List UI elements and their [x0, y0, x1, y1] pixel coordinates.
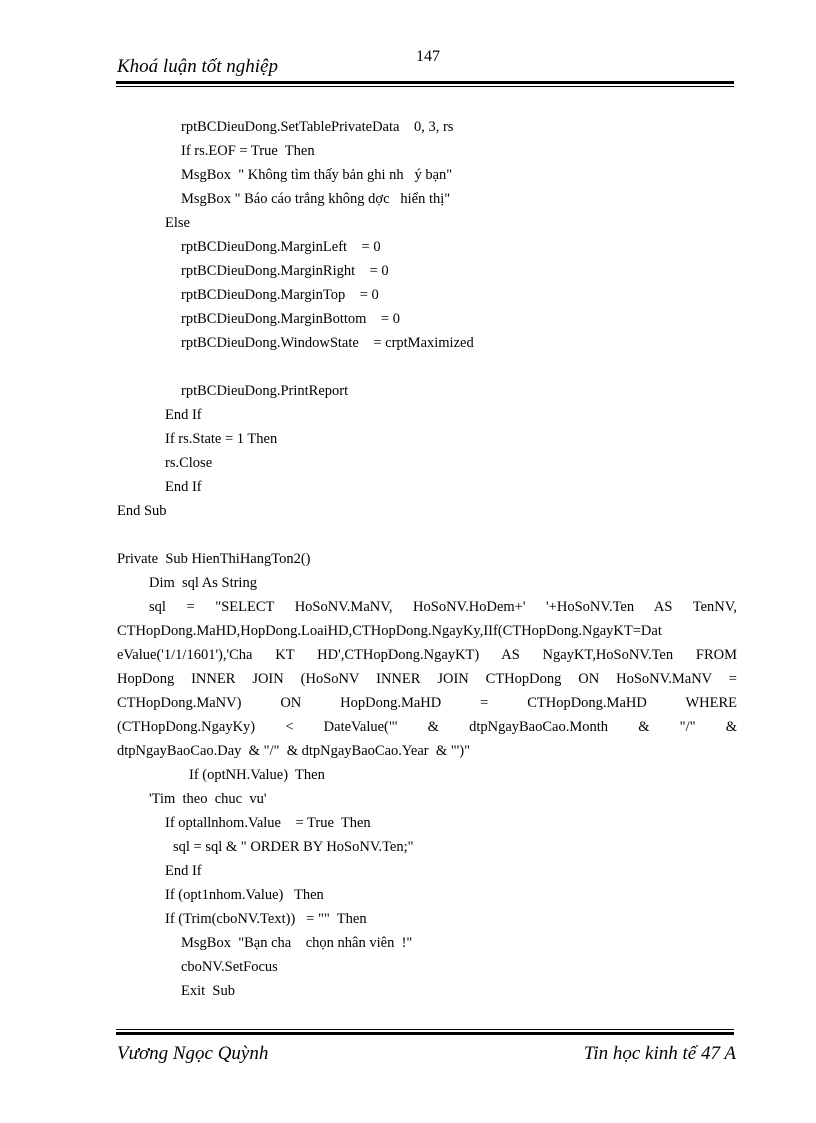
code-line: MsgBox " Không tìm thấy bản ghi nh ý bạn"	[181, 167, 453, 183]
code-line: CTHopDong.MaHD,HopDong.LoaiHD,CTHopDong.NgayKy,IIf(CTHopDong.NgayKT=Dat	[117, 623, 662, 639]
code-line: dtpNgayBaoCao.Day & "/" & dtpNgayBaoCao.Year & "')"	[117, 743, 471, 759]
code-line: Else	[165, 215, 190, 231]
code-line: rptBCDieuDong.WindowState = crptMaximized	[181, 335, 474, 351]
code-line: If (opt1nhom.Value) Then	[165, 887, 324, 903]
code-line	[117, 355, 737, 379]
code-line: eValue('1/1/1601'),'Cha KT HD',CTHopDong.NgayKT) AS NgayKT,HoSoNV.Ten FROM	[117, 647, 737, 663]
footer-divider	[116, 1029, 734, 1035]
footer-class: Tin học kinh tế 47 A	[583, 1043, 736, 1064]
code-line: cboNV.SetFocus	[181, 959, 278, 975]
code-line: sql = sql & " ORDER BY HoSoNV.Ten;"	[173, 839, 414, 855]
code-line: If (optNH.Value) Then	[189, 767, 325, 783]
document-header-title: Khoá luận tốt nghiệp	[117, 56, 278, 77]
code-line: (CTHopDong.NgayKy) < DateValue("' & dtpNgayBaoCao.Month & "/" &	[117, 719, 737, 735]
code-line: If optallnhom.Value = True Then	[165, 815, 371, 831]
code-line: End If	[165, 407, 202, 423]
code-line: rs.Close	[165, 455, 213, 471]
code-line: sql = "SELECT HoSoNV.MaNV, HoSoNV.HoDem+' '+HoSoNV.Ten AS TenNV,	[149, 599, 737, 615]
code-line: rptBCDieuDong.MarginBottom = 0	[181, 311, 400, 327]
code-line: Exit Sub	[181, 983, 235, 999]
footer-author: Vương Ngọc Quỳnh	[117, 1043, 269, 1064]
code-line: If rs.State = 1 Then	[165, 431, 278, 447]
code-line: Private Sub HienThiHangTon2()	[117, 551, 311, 567]
code-listing	[117, 115, 737, 1003]
code-line: 'Tim theo chuc vu'	[149, 791, 267, 807]
code-line: rptBCDieuDong.PrintReport	[181, 383, 349, 399]
code-line: MsgBox "Bạn cha chọn nhân viên !"	[181, 935, 413, 951]
page-number: 147	[416, 48, 440, 65]
code-line: Dim sql As String	[149, 575, 257, 591]
code-line: CTHopDong.MaNV) ON HopDong.MaHD = CTHopDong.MaHD WHERE	[117, 695, 737, 711]
header-divider	[116, 81, 734, 87]
code-line: If (Trim(cboNV.Text)) = "" Then	[165, 911, 367, 927]
code-line: End If	[165, 479, 202, 495]
code-line: If rs.EOF = True Then	[181, 143, 315, 159]
code-line: End If	[165, 863, 202, 879]
code-line: MsgBox " Báo cáo trắng không dợc hiển thị"	[181, 191, 451, 207]
code-line: rptBCDieuDong.SetTablePrivateData 0, 3, rs	[181, 119, 454, 135]
code-line: HopDong INNER JOIN (HoSoNV INNER JOIN CTHopDong ON HoSoNV.MaNV =	[117, 671, 737, 687]
code-line: rptBCDieuDong.MarginTop = 0	[181, 287, 379, 303]
code-line: rptBCDieuDong.MarginLeft = 0	[181, 239, 381, 255]
code-line: End Sub	[117, 503, 167, 519]
code-line: rptBCDieuDong.MarginRight = 0	[181, 263, 389, 279]
code-line	[117, 523, 737, 547]
